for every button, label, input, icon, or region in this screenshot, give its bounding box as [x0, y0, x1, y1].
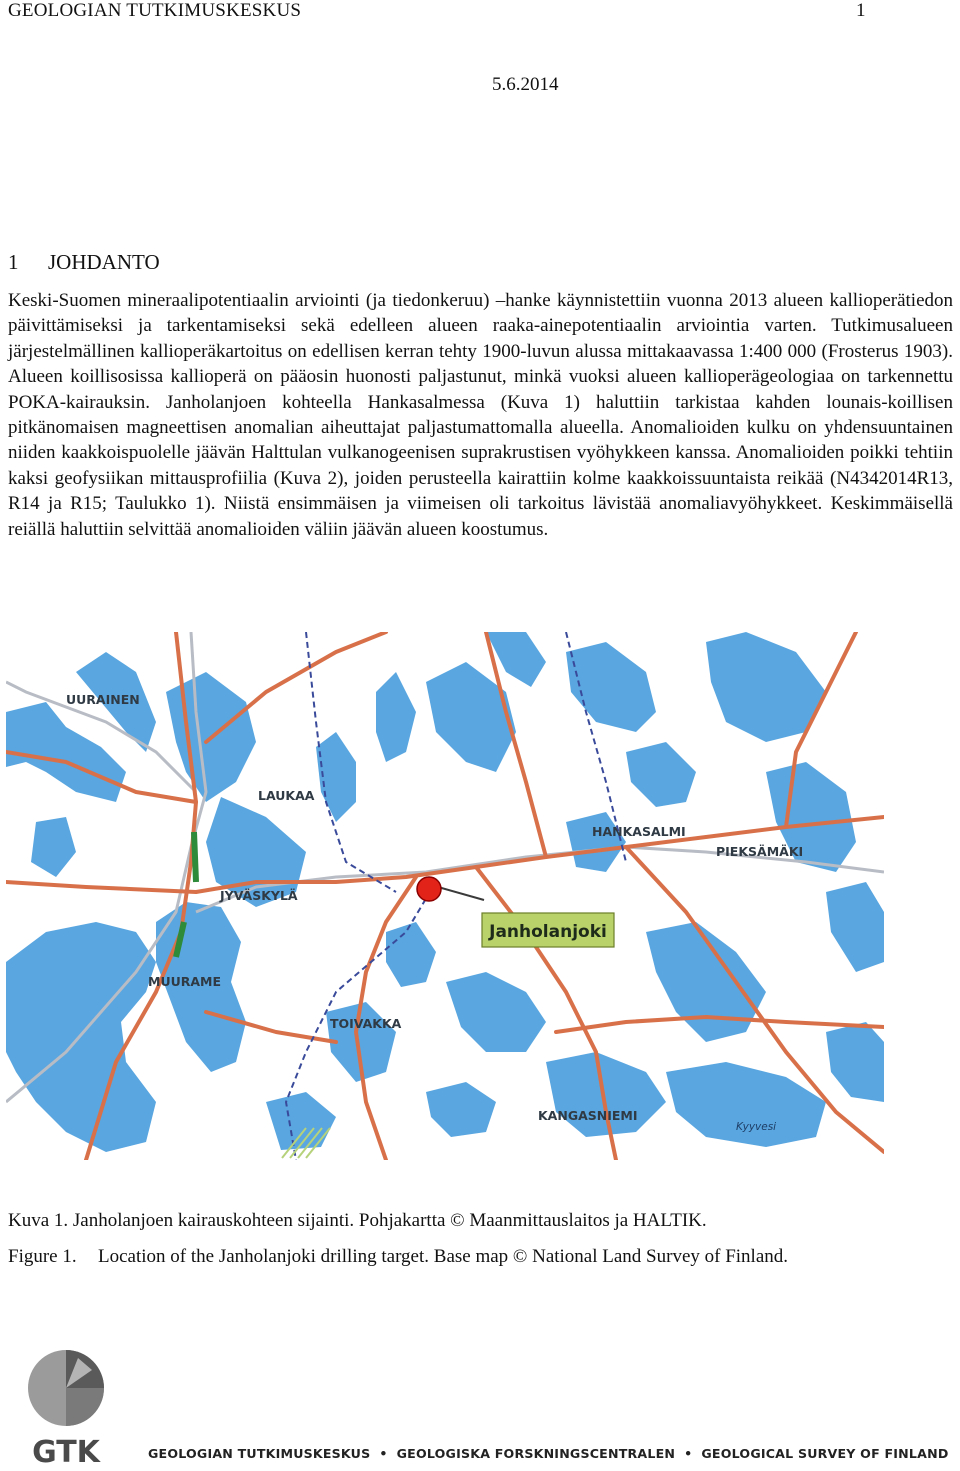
footer-org-en: GEOLOGICAL SURVEY OF FINLAND [701, 1446, 949, 1461]
place-kangasniemi: KANGASNIEMI [538, 1108, 638, 1123]
gtk-logo [26, 1348, 110, 1471]
location-map [6, 632, 884, 1160]
gtk-logo-mark [26, 1348, 110, 1466]
footer-org-fi: GEOLOGIAN TUTKIMUSKESKUS [148, 1446, 371, 1461]
gtk-logo-text: GTK [32, 1435, 100, 1466]
place-hankasalmi: HANKASALMI [592, 824, 686, 839]
figure-caption-en-text: Location of the Janholanjoki drilling target. Base map © National Land Survey of Finland. [98, 1246, 789, 1267]
figure-caption-fi: Kuva 1. Janholanjoen kairauskohteen sijainti. Pohjakartta © Maanmittauslaitos ja HALTIK. [8, 1210, 707, 1231]
intro-paragraph: Keski-Suomen mineraalipotentiaalin arviointi (ja tiedonkeruu) –hanke käynnistettiin vuonna 2013 alueen kallioperätiedon päivittämiseksi ja tarkentamiseksi sekä edelleen alueen raaka-ainepotentiaalin arviointia varten. Tutkimusalueen järjestelmällinen kallioperäkartoitus on edellisen kerran tehty 1900-luvun alussa mittakaavassa 1:400 000 (Frosterus 1903). Alueen koillisosissa kallioperä on pääosin huonosti paljastunut, minkä vuoksi alueen kallioperägeologiaa on tarkennettu POKA-kairauksin. Janholanjoen kohteella Hankasalmessa (Kuva 1) haluttiin tarkistaa kahden lounais-koillisen pitkänomaisen magneettisen anomalian aiheuttajat paljastumattomalla alueella. Anomalioiden kulku on yhdensuuntainen niiden kaakkoispuolelle jäävän Halttulan vulkanogeenisen suprakrustisen vyöhykkeen kanssa. Anomalioiden poikki tehtiin kaksi geofysiikan mittausprofiilia (Kuva 2), joiden perusteella kairattiin kolme kaakkoissuuntaista reikää (N4342014R13, R14 ja R15; Taulukko 1). Niistä ensimmäisen ja viimeisen oli tarkoitus lävistää anomaliavyöhykkeet. Keskimmäisellä reiällä haluttiin selvittää anomalioiden väliin jäävän alueen koostumus. [8, 290, 953, 540]
footer-separator: • [684, 1446, 693, 1461]
figure-caption-en [8, 1246, 788, 1268]
lakes [6, 632, 884, 1152]
place-pieksamaki: PIEKSÄMÄKI [716, 844, 804, 859]
figure-caption-en-label: Figure 1. [8, 1246, 77, 1267]
section-number: 1 [8, 250, 19, 274]
footer-separator: • [379, 1446, 388, 1461]
section-heading [8, 250, 160, 275]
target-marker [417, 877, 614, 947]
map-graphic [6, 632, 884, 1160]
place-uurainen: UURAINEN [66, 692, 140, 707]
place-kyyvesi: Kyyvesi [736, 1121, 777, 1133]
page-footer [148, 1446, 948, 1461]
page-number: 1 [856, 0, 866, 21]
footer-org-sv: GEOLOGISKA FORSKNINGSCENTRALEN [396, 1446, 676, 1461]
header-org: GEOLOGIAN TUTKIMUSKESKUS [8, 0, 302, 21]
place-laukaa: LAUKAA [258, 788, 315, 803]
document-date: 5.6.2014 [492, 74, 559, 95]
section-title: JOHDANTO [48, 250, 160, 274]
place-toivakka: TOIVAKKA [330, 1016, 402, 1031]
target-label: Janholanjoki [489, 922, 607, 942]
place-jyvaskyla: JYVÄSKYLÄ [220, 888, 298, 903]
place-muurame: MUURAME [148, 974, 222, 989]
